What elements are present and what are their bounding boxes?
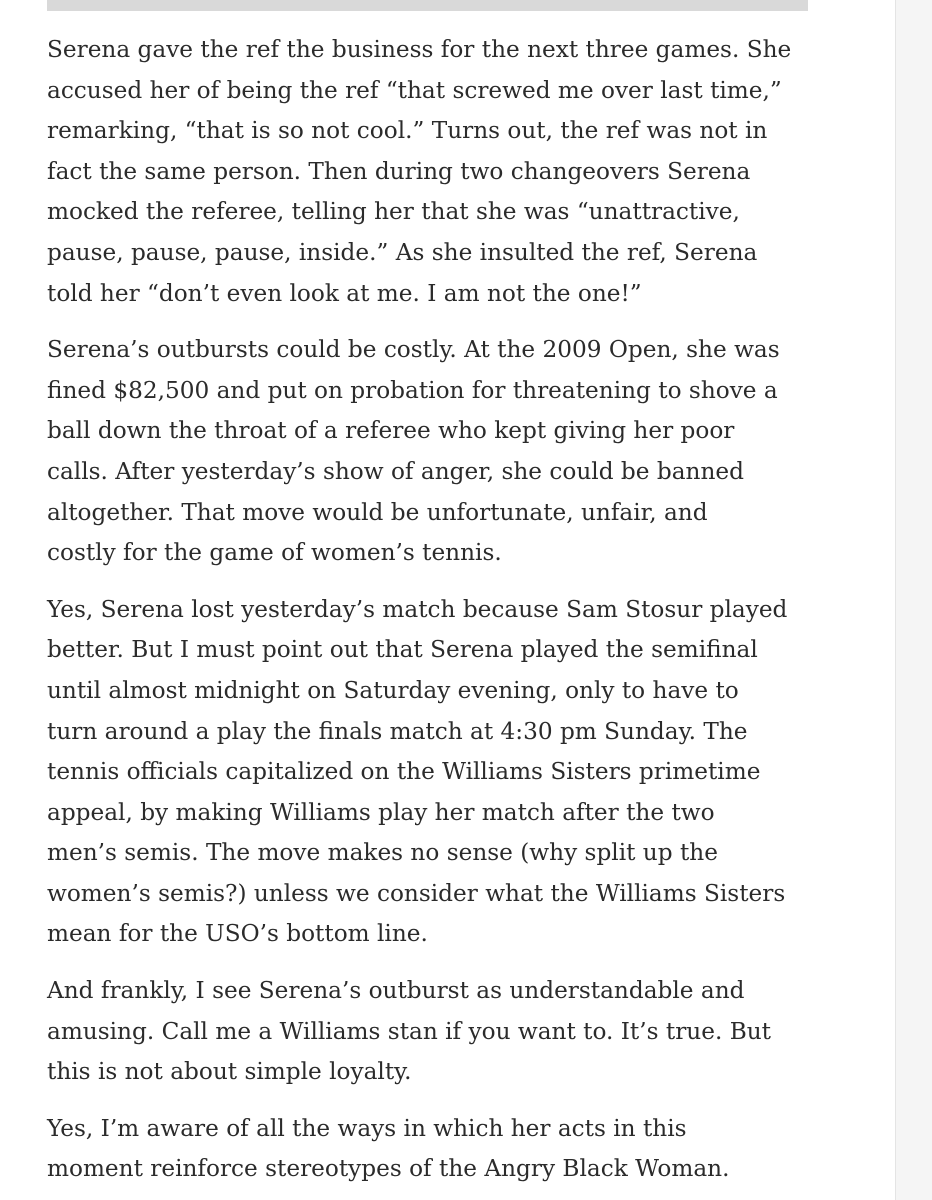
text-line: accused her of being the ref “that screwed me over last time,” (47, 76, 782, 104)
text-line: remarking, “that is so not cool.” Turns out, the ref was not in (47, 117, 768, 145)
top-image-placeholder-bar (47, 0, 808, 11)
text-line: this is not about simple loyalty. (47, 1058, 412, 1086)
text-line: Serena’s outbursts could be costly. At the 2009 Open, she was (47, 336, 780, 364)
text-line: mean for the USO’s bottom line. (47, 920, 428, 948)
text-line: told her “don’t even look at me. I am not the one!” (47, 279, 642, 307)
text-line: Yes, I’m aware of all the ways in which her acts in this (47, 1114, 687, 1142)
text-line: amusing. Call me a Williams stan if you want to. It’s true. But (47, 1017, 771, 1045)
text-line: Serena gave the ref the business for the next three games. She (47, 36, 792, 63)
text-line: And frankly, I see Serena’s outburst as understandable and (47, 977, 745, 1005)
text-line: fact the same person. Then during two changeovers Serena (47, 157, 751, 185)
text-line: costly for the game of women’s tennis. (47, 539, 502, 567)
text-line: mocked the referee, telling her that she was “unattractive, (47, 198, 740, 226)
text-line: calls. After yesterday’s show of anger, she could be banned (47, 457, 744, 485)
text-line: ball down the throat of a referee who kept giving her poor (47, 417, 735, 445)
text-line: appeal, by making Williams play her match after the two (47, 798, 715, 826)
text-line: turn around a play the finals match at 4:30 pm Sunday. The (47, 717, 748, 745)
text-line: tennis officials capitalized on the Williams Sisters primetime (47, 758, 761, 786)
text-line: pause, pause, pause, inside.” As she insulted the ref, Serena (47, 238, 758, 266)
paragraph-5 (47, 1109, 822, 1190)
text-line: altogether. That move would be unfortunate, unfair, and (47, 498, 708, 526)
text-line: men’s semis. The move makes no sense (why split up the (47, 839, 718, 867)
text-line: until almost midnight on Saturday evening, only to have to (47, 676, 739, 704)
paragraph-3 (47, 590, 822, 955)
text-line: moment reinforce stereotypes of the Angry Black Woman. (47, 1155, 730, 1183)
text-line: better. But I must point out that Serena played the semifinal (47, 636, 758, 664)
text-line: Yes, Serena lost yesterday’s match because Sam Stosur played (47, 595, 788, 623)
paragraph-4 (47, 971, 822, 1093)
paragraph-1 (47, 30, 822, 314)
paragraph-2 (47, 330, 822, 574)
text-line: women’s semis?) unless we consider what the Williams Sisters (47, 879, 786, 907)
sidebar-rail (895, 0, 932, 1200)
article-body (47, 30, 822, 1200)
text-line: fined $82,500 and put on probation for threatening to shove a (47, 376, 778, 404)
